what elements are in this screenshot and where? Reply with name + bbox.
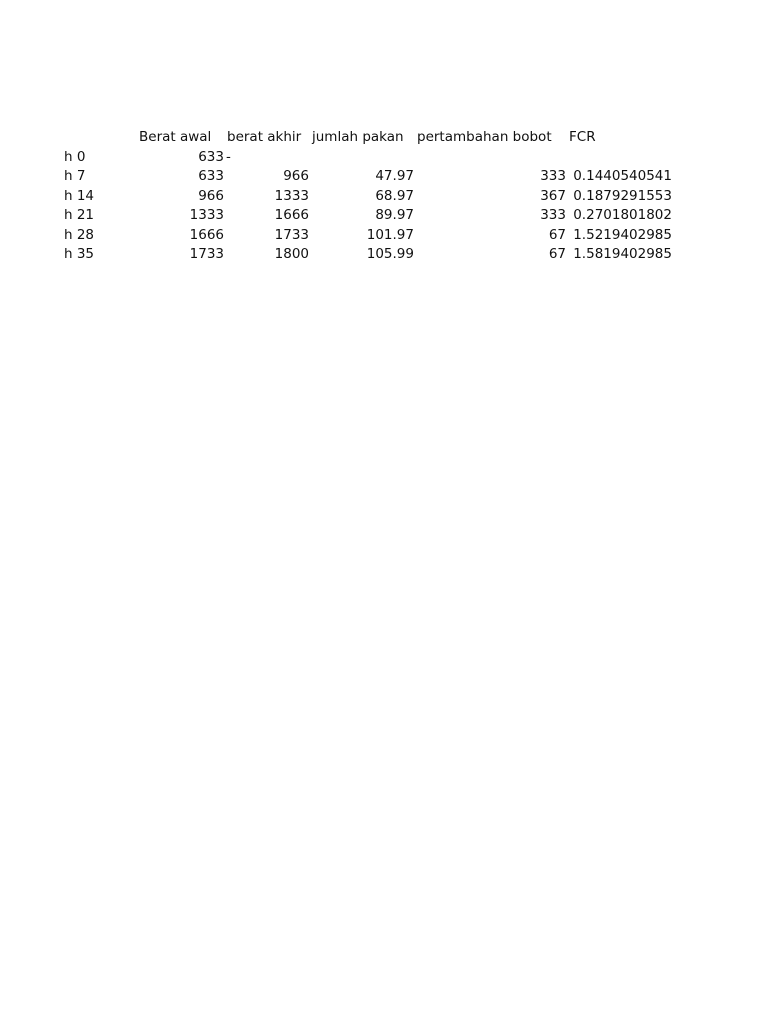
cell-berat-awal: 1333: [189, 207, 224, 223]
cell-fcr: 1.5219402985: [573, 227, 672, 243]
cell-jumlah-pakan: 68.97: [375, 188, 414, 204]
header-fcr: FCR: [569, 129, 596, 145]
table-row: [0, 244, 768, 264]
cell-fcr: 0.1440540541: [573, 168, 672, 184]
row-label: h 28: [64, 227, 95, 243]
header-berat-awal: Berat awal: [139, 129, 212, 145]
cell-berat-awal: 633: [198, 149, 224, 165]
header-jumlah-pakan: jumlah pakan: [312, 129, 404, 145]
cell-fcr: 0.1879291553: [573, 188, 672, 204]
table-row: [0, 147, 768, 167]
cell-berat-awal: 633: [198, 168, 224, 184]
cell-pertambahan-bobot: 333: [540, 168, 566, 184]
table-row: [0, 225, 768, 245]
row-label: h 35: [64, 246, 95, 262]
cell-berat-akhir: 1800: [274, 246, 309, 262]
row-label: h 7: [64, 168, 86, 184]
cell-jumlah-pakan: 105.99: [366, 246, 414, 262]
header-berat-akhir: berat akhir: [227, 129, 302, 145]
table-row: [0, 186, 768, 206]
cell-jumlah-pakan: 101.97: [366, 227, 414, 243]
cell-jumlah-pakan: 47.97: [375, 168, 414, 184]
cell-fcr: 0.2701801802: [573, 207, 672, 223]
cell-berat-akhir: 1666: [274, 207, 309, 223]
row-label: h 14: [64, 188, 95, 204]
cell-berat-akhir: 1333: [274, 188, 309, 204]
cell-fcr: 1.5819402985: [573, 246, 672, 262]
cell-pertambahan-bobot: 67: [548, 246, 566, 262]
cell-pertambahan-bobot: 67: [548, 227, 566, 243]
cell-berat-akhir: 1733: [274, 227, 309, 243]
header-row: [0, 127, 768, 147]
cell-berat-akhir: -: [226, 149, 231, 165]
header-pertambahan-bobot: pertambahan bobot: [417, 129, 552, 145]
cell-jumlah-pakan: 89.97: [375, 207, 414, 223]
cell-berat-awal: 1733: [189, 246, 224, 262]
cell-berat-akhir: 966: [283, 168, 309, 184]
table-row: [0, 166, 768, 186]
cell-pertambahan-bobot: 333: [540, 207, 566, 223]
cell-berat-awal: 966: [198, 188, 224, 204]
table-row: [0, 205, 768, 225]
cell-berat-awal: 1666: [189, 227, 224, 243]
row-label: h 21: [64, 207, 95, 223]
row-label: h 0: [64, 149, 86, 165]
cell-pertambahan-bobot: 367: [540, 188, 566, 204]
